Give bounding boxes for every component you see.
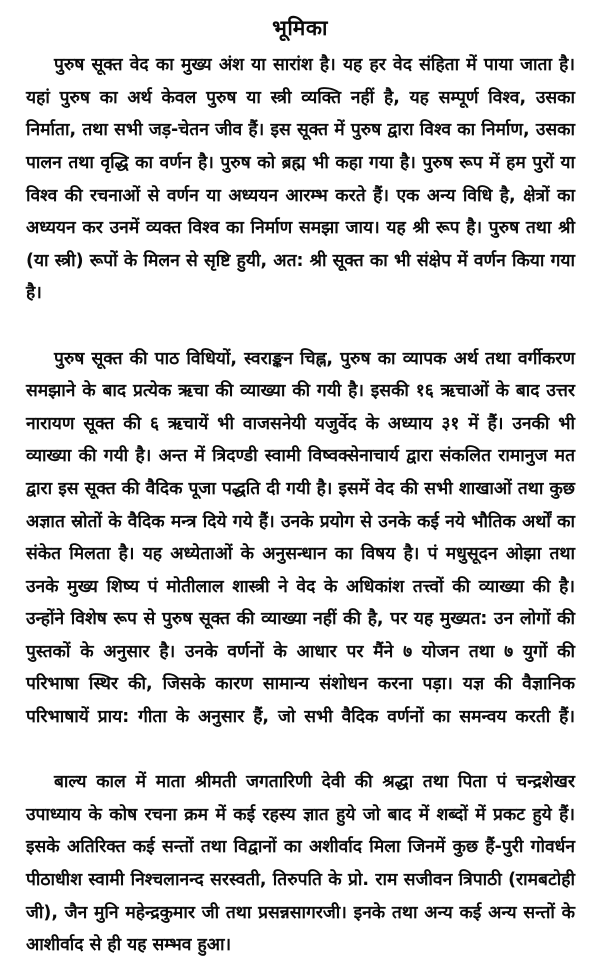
- paragraph-2: पुरुष सूक्त की पाठ विधियों, स्वराङ्कन चिह्न, पुरुष का व्यापक अर्थ तथा वर्गीकरण समझाने के बाद प्रत्येक ऋचा की व्याख्या की गयी है। इसकी १६ ऋचाओं के बाद उत्तर नारायण सूक्त की ६ ऋचायें भी वाजसनेयी यजुर्वेद के अध्याय ३१ में हैं। उनकी भी व्याख्या की गयी है। अन्त में त्रिदण्डी स्वामी विष्वक्सेनाचार्य द्वारा संकलित रामानुज मत द्वारा इस सूक्त की वैदिक पूजा पद्धति दी गयी है। इसमें वेद की सभी शाखाओं तथा कुछ अज्ञात स्रोतों के वैदिक मन्त्र दिये गये हैं। उनके प्रयोग से उनके कई नये भौतिक अर्थों का संकेत मिलता है। यह अध्येताओं के अनुसन्धान का विषय है। पं मधुसूदन ओझा तथा उनके मुख्य शिष्य पं मोतीलाल शास्त्री ने वेद के अधिकांश तत्त्वों की व्याख्या की है। उन्होंने विशेष रूप से पुरुष सूक्त की व्याख्या नहीं की है, पर यह मुख्यत: उन लोगों की पुस्तकों के अनुसार है। उनके वर्णनों के आधार पर मैंने ७ योजन तथा ७ युगों की परिभाषा स्थिर की, जिसके कारण सामान्य संशोधन करना पड़ा। यज्ञ की वैज्ञानिक परिभाषायें प्राय: गीता के अनुसार हैं, जो सभी वैदिक वर्णनों का समन्वय करती हैं।: [26, 348, 575, 728]
- paragraph-3: बाल्य काल में माता श्रीमती जगतारिणी देवी की श्रद्धा तथा पिता पं चन्द्रशेखर उपाध्याय के कोष रचना क्रम में कई रहस्य ज्ञात हुये जो बाद में शब्दों में प्रकट हुये हैं। इसके अतिरिक्त कई सन्तों तथा विद्वानों का अशीर्वाद मिला जिनमें कुछ हैं-पुरी गोवर्धन पीठाधीश स्वामी निश्चलानन्द सरस्वती, तिरुपति के प्रो. राम सजीवन त्रिपाठी (रामबटोही जी), जैन मुनि महेन्द्रकुमार जी तथा प्रसन्नसागरजी। इनके तथा अन्य कई अन्य सन्तों के आशीर्वाद से ही यह सम्भव हुआ।: [26, 772, 575, 956]
- paragraph-1: पुरुष सूक्त वेद का मुख्य अंश या सारांश है। यह हर वेद संहिता में पाया जाता है। यहां पुरुष का अर्थ केवल पुरुष या स्त्री व्यक्ति नहीं है, यह सम्पूर्ण विश्व, उसका निर्माता, तथा सभी जड़-चेतन जीव हैं। इस सूक्त में पुरुष द्वारा विश्व का निर्माण, उसका पालन तथा वृद्धि का वर्णन है। पुरुष को ब्रह्म भी कहा गया है। पुरुष रूप में हम पुरों या विश्व की रचनाओं से वर्णन या अध्ययन आरम्भ करते हैं। एक अन्य विधि है, क्षेत्रों का अध्ययन कर उनमें व्यक्त विश्व का निर्माण समझा जाय। यह श्री रूप है। पुरुष तथा श्री (या स्त्री) रूपों के मिलन से सृष्टि हुयी, अत: श्री सूक्त का भी संक्षेप में वर्णन किया गया है।: [26, 55, 575, 304]
- page-title: भूमिका: [272, 16, 328, 40]
- document-body: [0, 49, 600, 962]
